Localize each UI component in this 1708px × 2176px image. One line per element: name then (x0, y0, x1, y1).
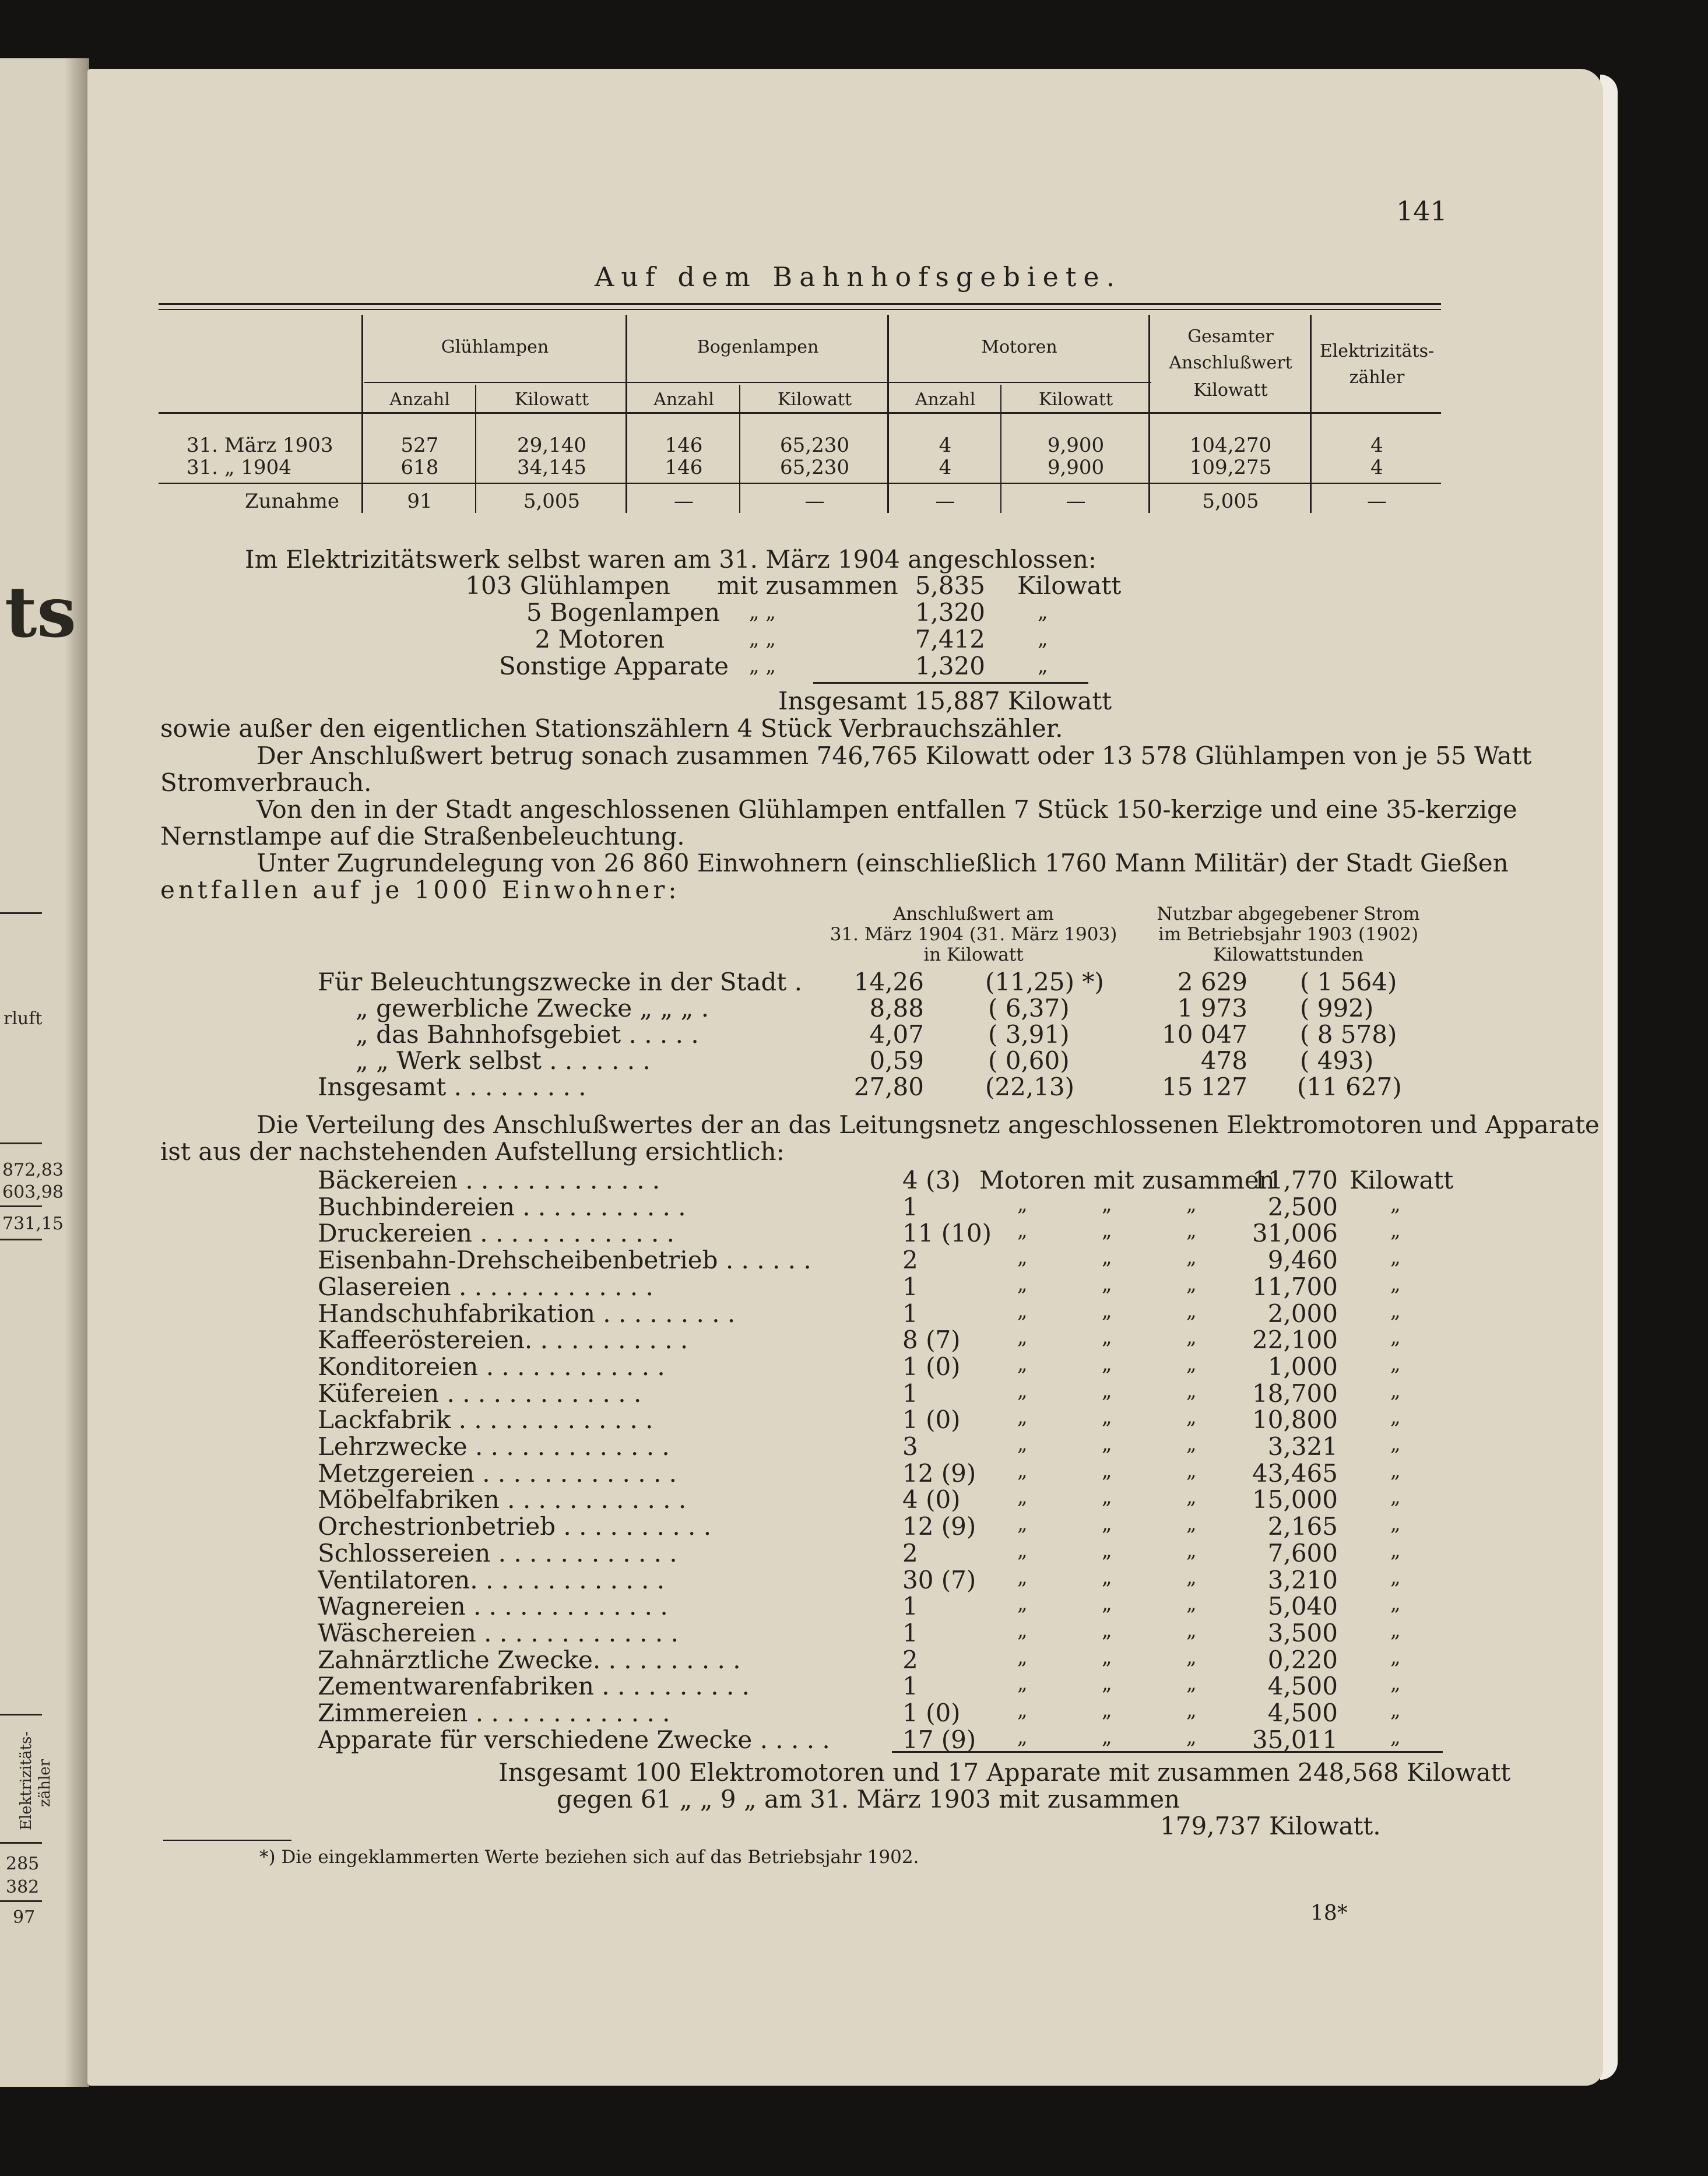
ditto-mark: „ (1017, 1512, 1028, 1535)
summary-line: gegen 61 „ „ 9 „ am 31. März 1903 mit zusammen (557, 1785, 1180, 1813)
table-subheader: Kilowatt (1038, 389, 1113, 410)
einwohner-cell: 10 047 (1162, 1020, 1247, 1049)
werk-item-label: 103 Glühlampen (465, 571, 670, 600)
ditto-mark: „ (1017, 1405, 1028, 1429)
ditto-mark: „ (1186, 1379, 1197, 1402)
left-page-number: 285 (6, 1854, 40, 1874)
betrieb-kilowatt: 9,460 (1267, 1246, 1338, 1274)
ditto-mark: „ (1017, 1299, 1028, 1323)
kilowatt-unit: Kilowatt (1349, 1166, 1454, 1194)
left-page-number: 382 (6, 1877, 40, 1897)
ditto-mark: „ (1186, 1432, 1197, 1456)
betrieb-count: 1 (0) (902, 1352, 961, 1381)
ditto-mark: „ (1186, 1485, 1197, 1509)
ditto-mark: „ (1390, 1646, 1401, 1669)
ditto-mark: „ (1186, 1299, 1197, 1323)
betrieb-kilowatt: 5,040 (1267, 1592, 1338, 1620)
betrieb-kilowatt: 11,770 (1252, 1166, 1338, 1194)
ditto-mark: „ (1186, 1725, 1197, 1749)
werk-item-unit: „ (1038, 654, 1048, 677)
einwohner-row-label: „ gewerbliche Zwecke „ „ „ . (356, 994, 709, 1022)
table-cell: 527 (400, 434, 439, 457)
table-subheader: Anzahl (915, 389, 976, 410)
table-gesamt-header: Anschlußwert (1169, 353, 1292, 373)
ditto-mark: „ (1017, 1459, 1028, 1482)
ditto-mark: „ (1390, 1539, 1401, 1562)
werk-sum-rule (813, 682, 1088, 684)
left-page-word: rluft (3, 1008, 43, 1029)
betrieb-count: 1 (902, 1299, 918, 1328)
summary-line: 179,737 Kilowatt. (1160, 1812, 1381, 1840)
werk-item-value: 5,835 (915, 571, 985, 600)
betrieb-kilowatt: 43,465 (1252, 1459, 1338, 1488)
ditto-mark: „ (1186, 1272, 1197, 1296)
betrieb-name: Kaffeeröstereien. . . . . . . . . . . (318, 1326, 688, 1354)
einwohner-cell: ( 992) (1300, 994, 1374, 1022)
betrieb-kilowatt: 0,220 (1267, 1646, 1338, 1674)
ditto-mark: „ (1186, 1512, 1197, 1535)
einwohner-cell: ( 3,91) (988, 1020, 1070, 1049)
ditto-mark: „ (1102, 1246, 1112, 1269)
einwohner-cell: 4,07 (869, 1020, 924, 1049)
ditto-mark: „ (1390, 1485, 1401, 1509)
ditto-mark: „ (1186, 1539, 1197, 1562)
ditto-mark: „ (1017, 1539, 1028, 1562)
ditto-mark: „ (1102, 1272, 1112, 1296)
paragraph-line: Die Verteilung des Anschlußwertes der an das Leitungsnetz angeschlossenen Elektromotoren und Apparate (256, 1110, 1600, 1139)
table-cell: 4 (939, 434, 952, 457)
einwohner-header-left: Anschlußwert am (892, 904, 1055, 924)
einwohner-cell: 8,88 (869, 994, 924, 1022)
left-page-header: Elektrizitäts- (17, 1731, 35, 1830)
betrieb-count: 17 (9) (902, 1725, 976, 1754)
ditto-mark: „ (1017, 1619, 1028, 1642)
table-top-rule (159, 309, 1441, 310)
werk-total: Insgesamt 15,887 Kilowatt (778, 687, 1112, 715)
ditto-mark: „ (1390, 1299, 1401, 1323)
table-cell: — (804, 490, 825, 513)
ditto-mark: „ (1186, 1405, 1197, 1429)
table-cell: 65,230 (780, 456, 849, 479)
betrieb-kilowatt: 22,100 (1252, 1326, 1338, 1354)
ditto-mark: „ (1102, 1485, 1112, 1509)
werk-item-mit: „ „ (749, 600, 776, 624)
motoren-text: Motoren mit zusammen (979, 1166, 1275, 1194)
table-header-rule (159, 412, 1441, 414)
betrieb-name: Ventilatoren. . . . . . . . . . . . . (318, 1566, 665, 1594)
ditto-mark: „ (1102, 1379, 1112, 1402)
einwohner-cell: ( 0,60) (988, 1046, 1070, 1075)
left-page-value: 731,15 (2, 1214, 64, 1234)
betrieb-kilowatt: 4,500 (1267, 1699, 1338, 1727)
ditto-mark: „ (1390, 1459, 1401, 1482)
table-col-rule (361, 315, 363, 513)
betrieb-name: Schlossereien . . . . . . . . . . . . (318, 1539, 677, 1567)
paragraph-line: Stromverbrauch. (160, 768, 372, 797)
einwohner-row-label: Für Beleuchtungszwecke in der Stadt . (318, 968, 802, 996)
betrieb-name: Küfereien . . . . . . . . . . . . . (318, 1379, 642, 1408)
einwohner-cell: 1 973 (1177, 994, 1247, 1022)
ditto-mark: „ (1102, 1512, 1112, 1535)
betrieb-kilowatt: 3,210 (1267, 1566, 1338, 1594)
ditto-mark: „ (1186, 1592, 1197, 1615)
werk-item-value: 7,412 (915, 625, 985, 653)
ditto-mark: „ (1102, 1193, 1112, 1216)
betrieb-name: Glasereien . . . . . . . . . . . . . (318, 1272, 653, 1301)
betrieb-kilowatt: 31,006 (1252, 1219, 1338, 1247)
left-page-number: 97 (13, 1907, 36, 1928)
left-page-rule (0, 1239, 42, 1240)
table-gesamt-header: Gesamter (1187, 326, 1274, 347)
einwohner-cell: ( 6,37) (988, 994, 1070, 1022)
betrieb-name: Zementwarenfabriken . . . . . . . . . . (318, 1672, 750, 1700)
betrieb-name: Wäschereien . . . . . . . . . . . . . (318, 1619, 679, 1647)
betrieb-kilowatt: 4,500 (1267, 1672, 1338, 1700)
table-subheader: Anzahl (653, 389, 714, 410)
left-page-rule (0, 1205, 42, 1207)
table-col-rule (887, 315, 889, 513)
einwohner-cell: 14,26 (853, 968, 924, 996)
werk-item-label: 5 Bogenlampen (526, 598, 720, 627)
betrieb-count: 8 (7) (902, 1326, 961, 1354)
betrieb-count: 1 (902, 1672, 918, 1700)
einwohner-header-right: Nutzbar abgegebener Strom (1157, 904, 1420, 924)
ditto-mark: „ (1017, 1432, 1028, 1456)
betrieb-kilowatt: 2,165 (1267, 1512, 1338, 1541)
ditto-mark: „ (1102, 1672, 1112, 1695)
werk-item-label: 2 Motoren (535, 625, 665, 653)
left-page-rule (0, 1900, 42, 1902)
ditto-mark: „ (1102, 1352, 1112, 1376)
table-cell: 5,005 (523, 490, 581, 513)
table-cell: — (674, 490, 694, 513)
betrieb-name: Buchbindereien . . . . . . . . . . . (318, 1193, 686, 1221)
ditto-mark: „ (1102, 1699, 1112, 1722)
paragraph-line: entfallen auf je 1000 Einwohner: (160, 876, 680, 904)
betrieb-name: Zimmereien . . . . . . . . . . . . . (318, 1699, 670, 1727)
werk-item-mit: mit zusammen (717, 571, 898, 600)
betrieb-count: 2 (902, 1646, 918, 1674)
table-col-rule (1000, 385, 1001, 513)
ditto-mark: „ (1186, 1326, 1197, 1349)
ditto-mark: „ (1102, 1539, 1112, 1562)
footnote: *) Die eingeklammerten Werte beziehen sich auf das Betriebsjahr 1902. (259, 1847, 919, 1868)
ditto-mark: „ (1186, 1619, 1197, 1642)
table-zaehler-header: Elektrizitäts- (1319, 341, 1435, 361)
table-cell: 9,900 (1047, 456, 1105, 479)
betrieb-kilowatt: 11,700 (1252, 1272, 1338, 1301)
ditto-mark: „ (1017, 1699, 1028, 1722)
betrieb-count: 30 (7) (902, 1566, 976, 1594)
table-subheader: Kilowatt (514, 389, 589, 410)
ditto-mark: „ (1390, 1592, 1401, 1615)
betrieb-name: Orchestrionbetrieb . . . . . . . . . . (318, 1512, 712, 1541)
summary-line: Insgesamt 100 Elektromotoren und 17 Apparate mit zusammen 248,568 Kilowatt (498, 1758, 1511, 1787)
betrieb-name: Lehrzwecke . . . . . . . . . . . . . (318, 1432, 670, 1461)
einwohner-header-right: im Betriebsjahr 1903 (1902) (1158, 924, 1419, 945)
table-zaehler-header: zähler (1349, 367, 1405, 388)
werk-item-value: 1,320 (915, 652, 985, 680)
ditto-mark: „ (1017, 1246, 1028, 1269)
ditto-mark: „ (1186, 1699, 1197, 1722)
ditto-mark: „ (1390, 1246, 1401, 1269)
ditto-mark: „ (1186, 1246, 1197, 1269)
left-page-rule (0, 912, 42, 914)
table-group-header: Glühlampen (441, 337, 549, 357)
paragraph-line: Unter Zugrundelegung von 26 860 Einwohnern (einschließlich 1760 Mann Militär) der Stadt Gießen (256, 849, 1509, 877)
ditto-mark: „ (1390, 1219, 1401, 1242)
ditto-mark: „ (1102, 1405, 1112, 1429)
einwohner-cell: (22,13) (985, 1073, 1075, 1101)
betrieb-count: 4 (3) (902, 1166, 961, 1194)
betrieb-name: Metzgereien . . . . . . . . . . . . . (318, 1459, 677, 1488)
betrieb-count: 2 (902, 1539, 918, 1567)
ditto-mark: „ (1017, 1646, 1028, 1669)
ditto-mark: „ (1186, 1646, 1197, 1669)
betrieb-kilowatt: 3,321 (1267, 1432, 1338, 1461)
einwohner-cell: (11 627) (1297, 1073, 1402, 1101)
ditto-mark: „ (1102, 1432, 1112, 1456)
paragraph-line: Von den in der Stadt angeschlossenen Glühlampen entfallen 7 Stück 150-kerzige und eine 35-kerzige (256, 795, 1517, 824)
table-row-label: 31. März 1903 (187, 434, 333, 457)
ditto-mark: „ (1017, 1592, 1028, 1615)
ditto-mark: „ (1390, 1672, 1401, 1695)
ditto-mark: „ (1102, 1592, 1112, 1615)
ditto-mark: „ (1017, 1485, 1028, 1509)
table-total-rule (159, 483, 1441, 484)
ditto-mark: „ (1186, 1672, 1197, 1695)
betrieb-count: 12 (9) (902, 1512, 976, 1541)
ditto-mark: „ (1186, 1193, 1197, 1216)
table-group-header: Bogenlampen (697, 337, 819, 357)
table-cell: — (1367, 490, 1387, 513)
betriebe-sum-rule (892, 1751, 1443, 1753)
einwohner-header-right: Kilowattstunden (1213, 944, 1364, 965)
werk-item-value: 1,320 (915, 598, 985, 627)
ditto-mark: „ (1390, 1699, 1401, 1722)
paragraph-line: Nernstlampe auf die Straßenbeleuchtung. (160, 822, 685, 850)
left-page-rule (0, 1714, 42, 1716)
left-page-value: 872,83 (2, 1160, 64, 1180)
ditto-mark: „ (1102, 1566, 1112, 1589)
betrieb-name: Bäckereien . . . . . . . . . . . . . (318, 1166, 660, 1194)
table-cell: 618 (400, 456, 439, 479)
table-cell: 4 (1370, 456, 1383, 479)
table-cell: 29,140 (517, 434, 586, 457)
betrieb-count: 1 (902, 1272, 918, 1301)
betrieb-name: Handschuhfabrikation . . . . . . . . . (318, 1299, 736, 1328)
table-col-rule (475, 385, 476, 513)
table-subheader-rule (364, 382, 1151, 383)
ditto-mark: „ (1390, 1326, 1401, 1349)
table-row-label: 31. „ 1904 (187, 456, 291, 479)
ditto-mark: „ (1186, 1459, 1197, 1482)
betrieb-count: 1 (902, 1619, 918, 1647)
ditto-mark: „ (1390, 1379, 1401, 1402)
table-cell: 109,275 (1189, 456, 1272, 479)
betrieb-name: Lackfabrik . . . . . . . . . . . . . (318, 1405, 653, 1434)
section-heading: Auf dem Bahnhofsgebiete. (595, 261, 1122, 293)
einwohner-cell: ( 8 578) (1300, 1020, 1397, 1049)
ditto-mark: „ (1390, 1566, 1401, 1589)
table-group-header: Motoren (981, 337, 1057, 357)
werk-item-label: Sonstige Apparate (498, 652, 729, 680)
betrieb-name: Eisenbahn-Drehscheibenbetrieb . . . . . . (318, 1246, 811, 1274)
table-col-rule (1310, 315, 1312, 513)
ditto-mark: „ (1390, 1619, 1401, 1642)
ditto-mark: „ (1186, 1352, 1197, 1376)
betrieb-count: 2 (902, 1246, 918, 1274)
table-cell: 65,230 (780, 434, 849, 457)
einwohner-cell: (11,25) *) (985, 968, 1104, 996)
ditto-mark: „ (1102, 1646, 1112, 1669)
left-page-rule (0, 1143, 42, 1144)
paragraph-line: ist aus der nachstehenden Aufstellung ersichtlich: (160, 1137, 785, 1166)
werk-item-unit: Kilowatt (1017, 571, 1122, 600)
paragraph-line: sowie außer den eigentlichen Stationszählern 4 Stück Verbrauchszähler. (160, 714, 1063, 743)
betrieb-kilowatt: 3,500 (1267, 1619, 1338, 1647)
table-cell: 104,270 (1189, 434, 1272, 457)
betrieb-count: 1 (902, 1379, 918, 1408)
ditto-mark: „ (1017, 1672, 1028, 1695)
table-cell: — (935, 490, 955, 513)
einwohner-header-left: 31. März 1904 (31. März 1903) (830, 924, 1117, 945)
betrieb-count: 1 (902, 1592, 918, 1620)
betrieb-name: Druckereien . . . . . . . . . . . . . (318, 1219, 675, 1247)
table-subheader: Anzahl (389, 389, 450, 410)
ditto-mark: „ (1102, 1326, 1112, 1349)
ditto-mark: „ (1390, 1405, 1401, 1429)
einwohner-header-left: in Kilowatt (923, 944, 1024, 965)
werk-item-mit: „ „ (749, 627, 776, 651)
table-cell: 91 (407, 490, 433, 513)
table-col-rule (1148, 315, 1150, 513)
ditto-mark: „ (1017, 1193, 1028, 1216)
footnote-rule (163, 1840, 291, 1841)
ditto-mark: „ (1017, 1725, 1028, 1749)
werk-item-mit: „ „ (749, 654, 776, 677)
ditto-mark: „ (1017, 1326, 1028, 1349)
ditto-mark: „ (1102, 1219, 1112, 1242)
einwohner-cell: 0,59 (869, 1046, 924, 1075)
ditto-mark: „ (1186, 1219, 1197, 1242)
ditto-mark: „ (1017, 1379, 1028, 1402)
einwohner-cell: ( 493) (1300, 1046, 1374, 1075)
ditto-mark: „ (1390, 1193, 1401, 1216)
table-col-rule (739, 385, 740, 513)
table-cell: 9,900 (1047, 434, 1105, 457)
ditto-mark: „ (1102, 1725, 1112, 1749)
betrieb-count: 12 (9) (902, 1459, 976, 1488)
betrieb-kilowatt: 7,600 (1267, 1539, 1338, 1567)
ditto-mark: „ (1390, 1272, 1401, 1296)
left-page-glyph: ts (5, 571, 76, 653)
table-cell: 146 (665, 456, 703, 479)
betrieb-name: Wagnereien . . . . . . . . . . . . . (318, 1592, 668, 1620)
left-page-fragment (0, 58, 89, 2087)
betrieb-count: 3 (902, 1432, 918, 1461)
einwohner-cell: 27,80 (853, 1073, 924, 1101)
table-top-rule (159, 303, 1441, 305)
ditto-mark: „ (1102, 1299, 1112, 1323)
page-gutter (64, 58, 87, 2087)
betrieb-name: Konditoreien . . . . . . . . . . . . (318, 1352, 665, 1381)
einwohner-cell: 478 (1200, 1046, 1247, 1075)
betrieb-kilowatt: 2,000 (1267, 1299, 1338, 1328)
betrieb-kilowatt: 15,000 (1252, 1485, 1338, 1514)
table-cell: 34,145 (517, 456, 586, 479)
page-number: 141 (1396, 195, 1447, 227)
einwohner-row-label: „ das Bahnhofsgebiet . . . . . (356, 1020, 699, 1049)
table-gesamt-header: Kilowatt (1193, 380, 1268, 400)
table-col-rule (625, 315, 627, 513)
werk-item-unit: „ (1038, 627, 1048, 651)
betrieb-kilowatt: 10,800 (1252, 1405, 1338, 1434)
werk-item-unit: „ (1038, 600, 1048, 624)
einwohner-row-label: Insgesamt . . . . . . . . . (318, 1073, 586, 1101)
ditto-mark: „ (1186, 1566, 1197, 1589)
betrieb-kilowatt: 18,700 (1252, 1379, 1338, 1408)
left-page-rule (0, 1842, 42, 1844)
ditto-mark: „ (1390, 1512, 1401, 1535)
table-cell: 4 (939, 456, 952, 479)
table-cell: 146 (665, 434, 703, 457)
betrieb-count: 1 (902, 1193, 918, 1221)
ditto-mark: „ (1390, 1725, 1401, 1749)
paragraph-line: Der Anschlußwert betrug sonach zusammen 746,765 Kilowatt oder 13 578 Glühlampen von je 55 Watt (256, 741, 1532, 770)
ditto-mark: „ (1017, 1272, 1028, 1296)
signature-mark: 18* (1310, 1901, 1348, 1925)
einwohner-cell: ( 1 564) (1300, 968, 1397, 996)
betrieb-count: 4 (0) (902, 1485, 961, 1514)
ditto-mark: „ (1102, 1619, 1112, 1642)
betrieb-kilowatt: 1,000 (1267, 1352, 1338, 1381)
einwohner-row-label: „ „ Werk selbst . . . . . . . (356, 1046, 651, 1075)
ditto-mark: „ (1017, 1566, 1028, 1589)
ditto-mark: „ (1390, 1352, 1401, 1376)
left-page-header: zähler (36, 1759, 54, 1807)
werk-intro: Im Elektrizitätswerk selbst waren am 31. März 1904 angeschlossen: (245, 545, 1097, 574)
betrieb-count: 1 (0) (902, 1405, 961, 1434)
betrieb-count: 1 (0) (902, 1699, 961, 1727)
ditto-mark: „ (1102, 1459, 1112, 1482)
betrieb-name: Apparate für verschiedene Zwecke . . . . . (318, 1725, 830, 1754)
betrieb-name: Möbelfabriken . . . . . . . . . . . . (318, 1485, 687, 1514)
table-row-label: Zunahme (245, 490, 339, 513)
einwohner-cell: 2 629 (1177, 968, 1247, 996)
table-cell: — (1066, 490, 1086, 513)
betrieb-count: 11 (10) (902, 1219, 992, 1247)
left-page-value: 603,98 (2, 1182, 64, 1203)
ditto-mark: „ (1390, 1432, 1401, 1456)
betrieb-name: Zahnärztliche Zwecke. . . . . . . . . . (318, 1646, 741, 1674)
betrieb-kilowatt: 2,500 (1267, 1193, 1338, 1221)
betrieb-kilowatt: 35,011 (1252, 1725, 1338, 1754)
table-subheader: Kilowatt (777, 389, 852, 410)
ditto-mark: „ (1017, 1219, 1028, 1242)
table-cell: 5,005 (1202, 490, 1259, 513)
table-cell: 4 (1370, 434, 1383, 457)
einwohner-cell: 15 127 (1162, 1073, 1247, 1101)
ditto-mark: „ (1017, 1352, 1028, 1376)
